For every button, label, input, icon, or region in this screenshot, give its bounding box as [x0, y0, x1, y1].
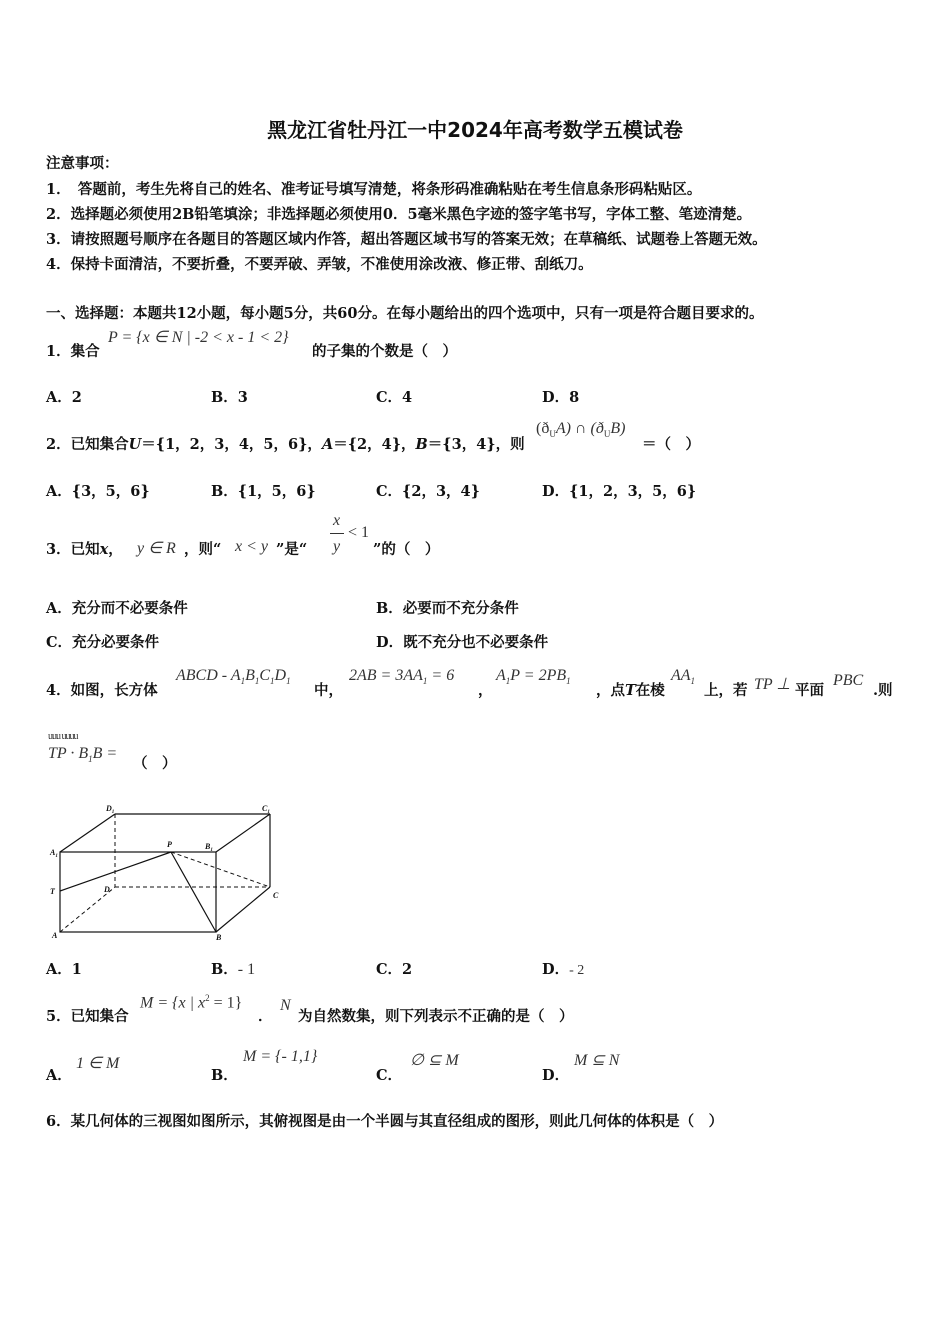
q1-prefix: 1．集合	[46, 343, 100, 360]
q2-u-val: ＝{1，2，3，4，5，6}，	[141, 436, 322, 453]
q4-f1b: B	[245, 667, 255, 684]
q5-option-c[interactable]: C．	[376, 1067, 403, 1084]
q5-option-b[interactable]: B．	[211, 1067, 238, 1084]
q1-option-a[interactable]: A．2	[46, 389, 82, 406]
q4-formula-a1p	[496, 667, 571, 686]
q4-f1-sub-d: 1	[286, 676, 291, 687]
q5-formula-m	[140, 993, 242, 1012]
q3-frac-num: x	[333, 512, 341, 529]
q6-stem: 6．某几何体的三视图如图所示，其俯视图是由一个半圆与其直径组成的图形，则此几何体的体积是（ ）	[46, 1113, 724, 1130]
q2-option-a[interactable]: A．{3，5，6}	[46, 483, 150, 500]
label-d1: $D_1$	[106, 804, 115, 815]
label-a: A	[52, 931, 58, 940]
edge-b1c1	[216, 814, 270, 852]
label-b: B	[216, 933, 222, 942]
q2-b-val: ＝{3，4}，则	[427, 436, 525, 453]
q2-option-d[interactable]: D．{1，2，3，5，6}	[542, 483, 697, 500]
q4-cuboid-figure	[40, 798, 290, 948]
q4-f1-sub-c: 1	[270, 676, 275, 687]
q1-formula: P = {x ∈ N | -2 < x - 1 < 2}	[108, 329, 289, 346]
q3-prefix-text: 3．已知	[46, 541, 100, 558]
q3-prefix	[46, 538, 123, 559]
q4-mid4: 在棱	[635, 682, 665, 699]
section-heading: 一、选择题：本题共12小题，每小题5分，共60分。在每小题给出的四个选项中，只有一项是符合题目要求的。	[46, 305, 764, 322]
q4-formula-tp: TP ⊥	[754, 676, 791, 693]
q4-option-d[interactable]	[542, 958, 584, 979]
q4-f3-sub-a: 1	[505, 676, 511, 687]
q2-sub-u2: U	[603, 429, 611, 440]
segment-pc-hidden	[171, 852, 270, 887]
q1-stem	[46, 340, 100, 361]
q3-option-b[interactable]: B．必要而不充分条件	[376, 600, 519, 617]
q4-mid1: 中，	[314, 682, 343, 699]
q3-option-c[interactable]: C．充分必要条件	[46, 634, 160, 651]
q4-f1: ABCD - A	[176, 667, 241, 684]
q4-line2-suffix: （ ）	[133, 755, 177, 772]
q4-f2: 2AB = 3AA	[349, 667, 423, 684]
q5-f1-sup: 2	[205, 993, 210, 1003]
segment-pb	[171, 852, 216, 932]
edge-bc	[216, 887, 270, 932]
q3-frac-rest: < 1	[348, 524, 370, 541]
label-d: D	[104, 885, 110, 894]
q4-option-b-value: - 1	[237, 961, 256, 978]
q2-formula-part2: A) ∩ (ð	[555, 420, 604, 437]
notice-heading: 注意事项：	[46, 155, 119, 172]
q1-option-d[interactable]: D．8	[542, 389, 580, 406]
q4-f3: A	[496, 667, 506, 684]
q5-f1: M = {x | x	[140, 994, 206, 1012]
q5-option-c-value: ∅ ⊆ M	[410, 1052, 459, 1069]
q2-b: B	[415, 436, 428, 453]
q2-formula	[536, 420, 625, 439]
q4-line2-fb: B =	[92, 745, 118, 762]
q4-mid3-text: ，点	[596, 682, 625, 699]
q3-comma: ，	[108, 541, 123, 558]
q2-prefix: 2．已知集合	[46, 436, 129, 453]
q4-f3-sub-b: 1	[566, 676, 571, 687]
q4-line2-sub: 1	[88, 754, 93, 765]
q1-suffix: 的子集的个数是（ ）	[312, 343, 457, 360]
q4-f4-sub: 1	[690, 676, 696, 687]
q2-suffix: ＝（ ）	[642, 436, 700, 453]
q1-option-c[interactable]: C．4	[376, 389, 413, 406]
q2-stem	[46, 433, 525, 454]
q4-option-c[interactable]: C．2	[376, 961, 413, 978]
q2-option-b[interactable]: B．{1，5，6}	[211, 483, 316, 500]
q5-f1b: = 1}	[209, 994, 243, 1012]
notice-item-3: 3．请按照题号顺序在各题目的答题区域内作答，超出答题区域书写的答案无效；在草稿纸、试题卷上答题无效。	[46, 231, 767, 248]
q2-option-c[interactable]: C．{2，3，4}	[376, 483, 480, 500]
edge-a1d1	[60, 814, 115, 852]
q4-option-a[interactable]: A．1	[46, 961, 82, 978]
q4-f2b: = 6	[427, 667, 455, 684]
q5-mid: ．	[258, 1008, 273, 1025]
q3-formula-xy: x < y	[235, 538, 268, 555]
q4-option-d-value: - 2	[569, 963, 585, 978]
q5-prefix: 5．已知集合	[46, 1008, 129, 1025]
label-a1: $A_1$	[50, 848, 58, 859]
q4-formula-box	[176, 667, 291, 686]
q4-formula-2ab	[349, 667, 454, 686]
q2-sub-u1: U	[549, 429, 556, 440]
q5-option-a[interactable]: A．	[46, 1067, 72, 1084]
q5-suffix: 为自然数集，则下列表示不正确的是（ ）	[298, 1008, 574, 1025]
q4-f1d: D	[274, 667, 287, 684]
q4-suffix: .则	[873, 682, 893, 699]
q4-f1-sub-b: 1	[254, 676, 260, 687]
q4-mid3	[596, 679, 665, 700]
q4-formula-dot	[48, 745, 117, 764]
q5-option-a-value: 1 ∈ M	[76, 1055, 120, 1072]
q3-frac-bar	[330, 533, 344, 534]
q4-mid6: 平面	[795, 682, 824, 699]
q4-option-b-label: B．	[211, 961, 238, 978]
label-p: P	[167, 840, 172, 849]
q4-f2-sub: 1	[422, 676, 428, 687]
q4-formula-aa1	[671, 667, 695, 686]
q2-a: A	[321, 436, 334, 453]
q5-option-d-value: M ⊆ N	[574, 1052, 620, 1069]
notice-item-2: 2．选择题必须使用2B铅笔填涂；非选择题必须使用0．5毫米黑色字迹的签字笔书写，字体工整、笔迹清楚。	[46, 206, 752, 223]
q3-mid1: ，则“	[184, 541, 222, 558]
page-title: 黑龙江省牡丹江一中2024年高考数学五模试卷	[267, 118, 683, 142]
label-c1: $C_1$	[262, 804, 270, 815]
q4-f3b: P = 2PB	[510, 667, 567, 684]
q4-f1-sub-a: 1	[240, 676, 246, 687]
q4-mid5: 上，若	[704, 682, 748, 699]
q3-mid2: ”是“	[276, 541, 308, 558]
q2-a-val: ＝{2，4}，	[333, 436, 416, 453]
q4-point-t: T	[625, 682, 636, 699]
notice-item-1: 1． 答题前，考生先将自己的姓名、准考证号填写清楚，将条形码准确粘贴在考生信息条形码粘贴区。	[46, 181, 702, 198]
q1-option-b[interactable]: B．3	[211, 389, 248, 406]
q4-option-d-label: D．	[542, 961, 570, 978]
q3-formula-yr: y ∈ R	[137, 540, 176, 557]
notice-item-4: 4．保持卡面清洁，不要折叠，不要弄破、弄皱，不准使用涂改液、修正带、刮纸刀。	[46, 256, 593, 273]
q4-prefix: 4．如图，长方体	[46, 682, 158, 699]
q3-x: x	[99, 541, 109, 558]
q2-formula-part1: (ð	[536, 420, 550, 437]
q2-formula-part3: B)	[610, 420, 626, 437]
q5-formula-n: N	[280, 997, 291, 1014]
q5-option-b-value: M = {- 1,1}	[243, 1048, 318, 1065]
label-c: C	[273, 891, 279, 900]
q4-option-b[interactable]	[211, 958, 255, 979]
q4-formula-pbc: PBC	[833, 672, 864, 689]
q4-vector-arrows: uuu uuuu	[48, 731, 78, 742]
q3-option-a[interactable]: A．充分而不必要条件	[46, 600, 188, 617]
label-t: T	[50, 887, 55, 896]
q3-option-d[interactable]: D．既不充分也不必要条件	[376, 634, 549, 651]
q4-f1c: C	[259, 667, 271, 684]
q5-option-d[interactable]: D．	[542, 1067, 570, 1084]
label-b1: $B_1$	[205, 842, 213, 853]
q4-f4: AA	[671, 667, 691, 684]
q3-suffix: ”的（ ）	[373, 541, 440, 558]
q4-mid2: ，	[478, 682, 493, 699]
q4-line2-f: TP · B	[48, 745, 89, 762]
q2-u: U	[128, 436, 142, 453]
q3-frac-den: y	[333, 538, 341, 555]
